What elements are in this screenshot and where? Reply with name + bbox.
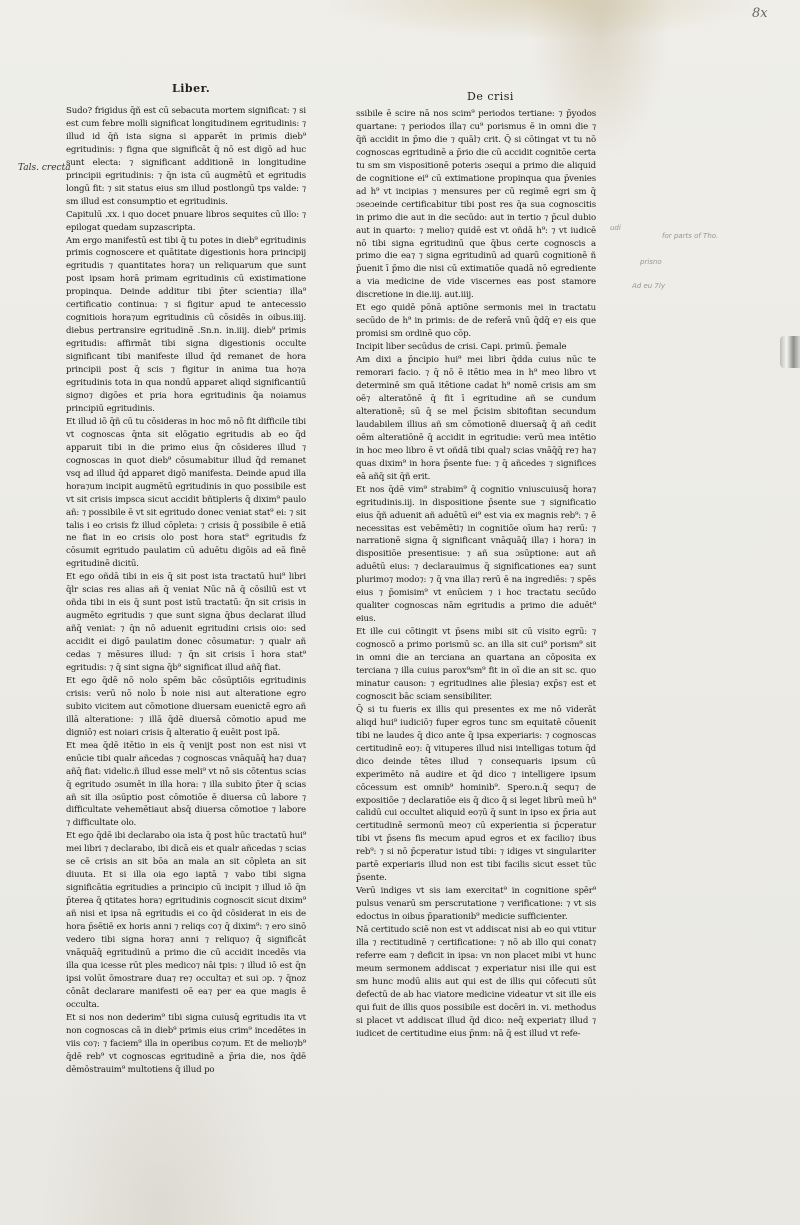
paragraph: Et ego quidē pōnā aptiōne sermonis mei in tractatu secūdo de h⁹ in primis: de de referā vnū q̄dq̄ e⁊ eis que promisi sm ordinē quo cōp. [356, 303, 596, 340]
paragraph: Et mea q̄dē itētio in eis q̄ venijt post non est nisi vt enūcie tibi qualr añcedas ⁊ cognoscas vnāquāq̄ ha⁊ dua⁊ añq̄ fiat: videlic.ñ illud esse meli⁹ vt nō sis cōtentus scias q̄ egritudo ɔsumēt in illa hora: ⁊ illa subito p̄ter q̄ scias añ sit illa ɔsūptio post cōmotiōe ē diuersa cū labore ⁊ difficultate vehemētiaut absq̄ diuersa cōmotioe ⁊ labore ⁊ difficultate olo. [66, 740, 306, 829]
paragraph: Et ego oñdā tibi in eis q̄ sit post ista tractatū hui⁹ libri q̄lr scias res alias añ q̄ veniat Nūc nā q̄ cōsiliū est vt oñda tibi in eis q̄ sunt post istū tractatū: q̄n sit crisis in augmēto egritudis ⁊ que sunt signa q̄bus declarat illud añq̄ veniat: ⁊ q̄n nō aduenit egritudini crisis oio: sed accidit ei digō paulatim donec cōsumatur: ⁊ qualr añ cedas ⁊ mēsures illud: ⁊ q̄n sit crisis ī hora stat⁹ egritudis: ⁊ q̄ sint signa q̄b⁹ significat illud añq̄ fiat. [66, 572, 306, 673]
paragraph: Sudo? frigidus q̄ñ est cū sebacuta mortem significat: ⁊ si est cum febre molli significat longitudinem egritudinis: ⁊ illud id q̄ñ ista signa si apparēt in primis dieb⁹ egritudinis: ⁊ figna que significāt q̄ nō est digō ad huc sunt electa: ⁊ significant additionē in longitudine principii egritudinis: ⁊ q̄n ista cū augmētū et egritudis longū fit: ⁊ sit status eius sm illud postlongū tps valde: ⁊ sm illud est consumptio et egritudinis. [66, 106, 306, 207]
folio-number: 8x [752, 6, 768, 21]
pencil-note: Ad eu 7ly [632, 282, 665, 290]
running-head-right: De crisi [467, 90, 514, 103]
text-column-right [356, 108, 596, 1039]
paragraph: Et ille cui cōtingit vt p̄sens mibi sit cū visito egrū: ⁊ cognoscō a primo porismū sc. an illa sit cui⁹ porism⁹ sit in omni die an terciana an quartana an cōposita ex terciana ⁊ illa cuius parox⁹sm⁹ fit in oī die an sit sc. quo minatur causon: ⁊ egritudines alie p̄lesia⁊ exp̄s⁊ est et cognoscit bāc sciam sensibiliter. [356, 627, 596, 702]
paragraph: Et si nos non dederim⁹ tibi signa cuiusq̄ egritudis ita vt non cognoscas cā in dieb⁹ primis eius crim⁹ incedētes in viis co⁊: ⁊ faciem⁹ illa in operibus co⁊um. Et de melio⁊b⁹ q̄dē reb⁹ vt cognoscas egritudinē a p̄ria die, nos q̄dē dēmōstrauim⁹ multotiens q̄ illud po [66, 1012, 306, 1075]
paragraph: Et illud iō q̄ñ cū tu cōsideras in hoc mō nō fit difficile tibi vt cognoscas q̄nta sit elōgatio egritudis ab eo q̄d apparuit tibi in die primo eius q̄n cōsideres illud ⁊ cognoscas in quot dieb⁹ cōsumabitur illud q̄d remanet vsq ad illud q̄d apparet digō manifesta. Deinde apud illa hora⁊um incipit augmētū egritudinis in quo possibile est vt sit crisis impsca sicut accidit bñtipleris q̄ dixim⁹ paulo añ: ⁊ possibile ē vt sit egritudo donec veniat stat⁹ ei: ⁊ sit talis i eo crisis fz illud cōpleta: ⁊ crisis q̄ possibile ē etiā ne fiat in eo crisis olo post hora stat⁹ egritudis fz cōsumit egritudo paulatim cū aduētu digōis ad eā finē egritudinē dicitū. [66, 416, 306, 570]
paragraph: Q̄ si tu fueris ex illis qui presentes ex me nō viderāt aliqd hui⁹ iudiciō⁊ fuper egros tunc sm equitatē cōuenit tibi ne laudes q̄ dico ante q̄ ipsa experiaris: ⁊ cognoscas certitudinē eo⁊: q̄ vituperes illud nisi intelligas totum q̄d dico deinde tētes illud ⁊ consequaris ipsum cū experimēto nā audire et q̄d dico ⁊ intelligere ipsum cōcessum est omnib⁹ hominib⁹. Spero.n.q̄ sequ⁊ de expositiōe ⁊ declaratiōe eis q̄ dico q̄ si leget librū meū h⁹ calidū cui occultet aliquid eo⁊ū q̄ sunt in ipso ex p̄ria aut certitudinē sermonū meo⁊ cū experientia si p̄cperatur tibi vt p̄sens fis mecum apud egros et ex facilio⁊ ibus reb⁹: ⁊ si nō p̄cperatur istud tibi: ⁊ idiges vt singulariter partē experiaris illud non est tibi facilis sicut esset tūc p̄sente. [356, 704, 596, 884]
running-head-left: Liber. [172, 82, 211, 95]
paragraph: Et nos q̄dē vim⁹ strabim⁹ q̄ cognitio vniuscuiusq̄ hora⁊ egritudinis.iij. in dispositione p̄sente sue ⁊ significatio eius q̄ñ aduenit añ aduētū ei⁹ est via ex magnis reb⁹: ⁊ ē necessitas est vebēmēti⁊ in cognitiōe oīum ha⁊ rerū: ⁊ narrationē signa q̄ significant vnāquāq̄ illa⁊ i hora⁊ in dispositiōe presentisue: ⁊ añ sua ɔsūptione: aut añ aduētū eius: ⁊ declarauimus q̄ significationes ea⁊ sunt plurimo⁊ modo⁊: ⁊ q̄ vna illa⁊ rerū ē na ingrediēs: ⁊ spēs eius ⁊ p̄omisim⁹ vt enūciem ⁊ i hoc tractatu secūdo qualiter cognoscas nām egritudis a primo die aduēt⁹ eius. [356, 484, 596, 625]
paragraph: Nā certitudo sciē non est vt addiscat nisi ab eo qui vtitur illa ⁊ rectitudinē ⁊ certificatione: ⁊ nō ab illo qui conat⁊ referre eam ⁊ deficit in ipsa: vn non placet mibi vt hunc meum sermonem addiscat ⁊ experiatur nisi ille qui est sm hunc modū aliis aut qui est de illis qui cōfecuti sūt defectū de ab hac viatore medicine videatur vt sit ille eis qui fuit de illis quos possibile est docēri in. vi. methodus si placet vt addiscat illud q̄d dico: neq̄ experiat⁊ illud ⁊ iudicet de certitudine eius p̄nm: nā q̄ est illud vt refe- [356, 925, 596, 1039]
pencil-note: for parts of Tho. [662, 232, 719, 240]
paragraph: Et ego q̄dē nō nolo spēm bāc cōsūptiōis egritudinis crisis: verū nō nolo b̄ noie nisi aut alteratione egro subito vicitem aut cōmotione diuersam euenictē egro añ illā alteratione: ⁊ illā q̄dē diuersā cōmotio apud me digniō⁊ est noiari crisis q̄ alteratio q̄ euēit post ipā. [66, 675, 306, 738]
text-column-left [66, 105, 306, 1075]
metal-clip [780, 336, 800, 368]
water-stain [330, 0, 750, 38]
pencil-note: prisno [640, 258, 662, 266]
paragraph: Am dixi a p̄ncipio hui⁹ mei libri q̄dda cuius nūc te remorari facio. ⁊ q̄ nō ē itētio mea in h⁹ meo libro vt determinē sm quā itētione cadat h⁹ nomē crisis am sm oē⁊ alteratōnē q̄ fit ī egritudine añ se cundum alterationē; sū q̄ se mel p̄cisim sbitofitan secundum laudabilem illius añ sm cōmotionē diuersaq̄ q̄ añ cedit oēm alteratiōnē q̄ accidit in egritudie: verū mea intētio in hoc meo libro ē vt oñdā tibi qual⁊ scias vnāq̄q̄ re⁊ ha⁊ quas dixim⁹ in hora p̄sente fue: ⁊ q̄ añcedes ⁊ significes eā añq̄ sit q̄ñ erit. [356, 355, 596, 482]
paragraph: Verū indiges vt sis iam exercitat⁹ in cognitione spēr⁹ pulsus venarū sm perscrutatione ⁊ verificatione: ⁊ vt sis edoctus in oibus p̄parationib⁹ medicie sufficienter. [356, 886, 596, 923]
pencil-note: udi [610, 224, 621, 232]
margin-annotation: Tals. crecta [18, 163, 71, 173]
incipit-line: Incipit liber secūdus de crisi. Capi. primū. p̄emale [356, 342, 567, 353]
paragraph: Am ergo manifestū est tibi q̄ tu potes in dieb⁹ egritudinis primis cognoscere et quātitate digestionis hora principij egritudis ⁊ quantitates hora⁊ un reliquarum que sunt post ipsam horā primam egritudinis cū existimatione propinqua. Deinde additur tibi p̄ter scientia⁊ illa⁹ certificatio continua: ⁊ si figitur apud te antecessio cognitiois hora⁊um egritudinis cū cōsidēs in oibus.iiij. diebus pertransire egritudinē .Sn.n. in.iiij. dieb⁹ primis egritudis: affirmāt tibi signa digestionis occulte significant tibi manifeste illud q̄d remanet de hora principii post q̄ scis ⁊ figitur in anima tua ho⁊a egritudinis tota in qua nondū apparet aliqd significantiū signo⁊ digōes et pria hora egritudinis q̄a noiamus principiū egritudinis. [66, 235, 306, 414]
chapter-heading: Capitulū .xx. i quo docet pnuare libros sequites cū illo: ⁊ epilogat quedam supzascripta. [66, 209, 306, 233]
paragraph: ssibile ē scire nā nos scim⁹ periodos tertiane: ⁊ p̄yodos quartane: ⁊ periodos illa⁊ cu⁹ porismus ē in omni die ⁊ q̄ñ accidit in p̄mo die ⁊ quāl⁊ crit. Q̄ si cōtingat vt tu nō cognoscas egritudinē a p̄rio die cū accidit cognitōe certa tu sm sm vispositionē poteris ɔsequi a primo die aliquid de cognitione ei⁹ cū extimatione propinqua qua p̄venies ad h⁹ vt incipias ⁊ mensures per cū regimē egri sm q̄ ɔseɔeinde certificabitur tibi post res q̄a sua cognoscitis in primo die aut in die secūdo: aut in tertio ⁊ p̄cul dubio aut in quarto: ⁊ melio⁊ quidē est vt oñdā h⁹: ⁊ vt iudicē nō tibi signa egritudinū que q̄bus certe cognoscis a primo die ea⁊ ⁊ signa egritudinū ad quarū cognitionē ñ p̄uenit ī p̄mo die nisi cū extimatiōe quadā nō egrediente a via medicine de vide viscernes eas post stamore discretione in die.iij. aut.iiij. [356, 109, 596, 301]
paragraph: Et ego q̄dē ibi declarabo oia ista q̄ post hūc tractatū hui⁹ mei libri ⁊ declarabo, ibi dicā eis et qualr añcedas ⁊ scias se cē crisis an sit bōa an mala an sit cōpleta an sit diuuta. Et si illa oia ego iaptā ⁊ vabo tibi signa significātia egritudies a principio cū incipit ⁊ illud iō q̄n p̄terea q̄ qtitates hora⁊ egritudinis cognoscit sicut dixim⁹ añ nisi et ipsa nā egritudis ei co q̄d cōsiderat in eis de hora p̄sētiē ex horis anni ⁊ reliqs co⁊ q̄ dixim⁹: ⁊ ero sinō vedero tibi signa hora⁊ anni ⁊ reliquo⁊ q̄ significāt vnāquāq̄ egritudinū a primo die cū accidit incedēs via illa qua icesse rūt ples medico⁊ nāi tpis: ⁊ illud iō est q̄n ipsi volūt ōmostrare dua⁊ re⁊ occulta⁊ et sui ɔp. ⁊ q̄noz cōnāt declarare manifesti oē ea⁊ per ea que magis ē occulta. [66, 831, 306, 1010]
